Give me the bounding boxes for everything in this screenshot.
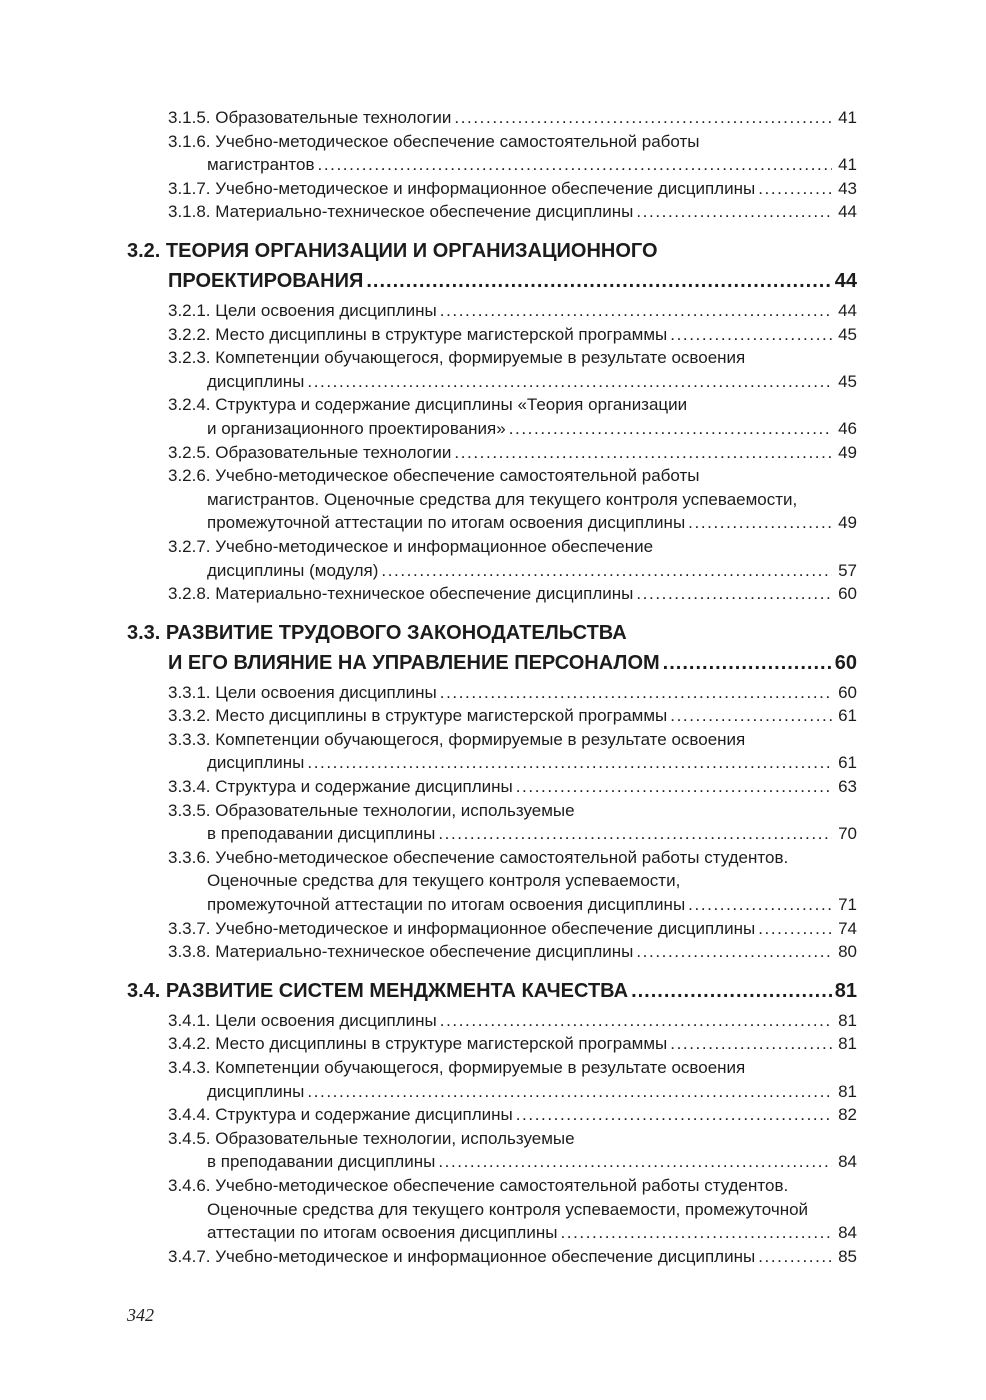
dot-leader: [366, 266, 831, 296]
dot-leader: [758, 1245, 832, 1269]
toc-entry-title: 3.3. РАЗВИТИЕ ТРУДОВОГО ЗАКОНОДАТЕЛЬСТВА: [127, 621, 627, 644]
toc-entry: [127, 299, 857, 323]
toc-entry-title: 3.1.7. Учебно-методическое и информационное обеспечение дисциплины: [168, 178, 756, 198]
dot-leader: [307, 1080, 832, 1104]
toc-entry-title: и организационного проектирования»: [207, 418, 506, 438]
toc-entry-title: 3.2.2. Место дисциплины в структуре магистерской программы: [168, 324, 668, 344]
toc-entry-title: 3.4.7. Учебно-методическое и информационное обеспечение дисциплины: [168, 1246, 756, 1266]
dot-leader: [560, 1221, 832, 1245]
dot-leader: [440, 1009, 832, 1033]
toc-section-entry: [127, 976, 857, 1006]
toc-entry-line: [127, 130, 857, 154]
toc-entry-line: [127, 441, 857, 465]
dot-leader: [454, 441, 832, 465]
toc-entry: [127, 1032, 857, 1056]
toc-page-number: 81: [838, 1010, 857, 1030]
toc-entry-title: дисциплины: [207, 1081, 305, 1101]
toc-entry-title: 3.4.2. Место дисциплины в структуре магистерской программы: [168, 1034, 668, 1054]
dot-leader: [381, 559, 832, 583]
toc-page-number: 71: [838, 895, 857, 915]
dot-leader: [509, 417, 832, 441]
toc-page-number: 74: [838, 918, 857, 938]
toc-page-number: 80: [838, 942, 857, 962]
dot-leader: [454, 106, 832, 130]
toc-entry: [127, 728, 857, 775]
dot-leader: [636, 940, 832, 964]
toc-entry: [127, 940, 857, 964]
toc-entry-line: [127, 1127, 857, 1151]
toc-entry: [127, 681, 857, 705]
toc-page-number: 49: [838, 442, 857, 462]
toc-entry-title: И ЕГО ВЛИЯНИЕ НА УПРАВЛЕНИЕ ПЕРСОНАЛОМ: [168, 651, 660, 674]
toc-page-number: 84: [838, 1223, 857, 1243]
toc-entry-line: [127, 417, 857, 441]
toc-entry-title: 3.4.1. Цели освоения дисциплины: [168, 1010, 437, 1030]
dot-leader: [307, 751, 832, 775]
toc-entry-line: [127, 559, 857, 583]
toc-entry-line: [127, 893, 857, 917]
toc-entry: [127, 535, 857, 582]
toc-entry-line: [127, 940, 857, 964]
toc-entry-title: 3.2.8. Материально-техническое обеспечение дисциплины: [168, 584, 634, 604]
toc-entry-line: [127, 648, 857, 678]
dot-leader: [663, 648, 832, 678]
toc-page-number: 81: [838, 1081, 857, 1101]
toc-entry-line: [127, 370, 857, 394]
toc-entry: [127, 346, 857, 393]
toc-entry-title: магистрантов: [207, 155, 315, 175]
dot-leader: [636, 200, 832, 224]
toc-entry: [127, 1245, 857, 1269]
page-number-folio: 342: [127, 1305, 154, 1325]
toc-entry-title: 3.2.3. Компетенции обучающегося, формируемые в результате освоения: [168, 348, 746, 368]
toc-entry-line: [127, 751, 857, 775]
toc-entry: [127, 106, 857, 130]
toc-entry: [127, 177, 857, 201]
toc-entry: [127, 393, 857, 440]
toc-page-number: 81: [838, 1034, 857, 1054]
toc-page-number: 61: [838, 753, 857, 773]
toc-entry-title: 3.2.7. Учебно-методическое и информационное обеспечение: [168, 536, 654, 556]
toc-entry-title: 3.2.5. Образовательные технологии: [168, 442, 452, 462]
toc-entry-line: [127, 822, 857, 846]
toc-page-number: 49: [838, 513, 857, 533]
dot-leader: [307, 370, 832, 394]
toc-entry: [127, 323, 857, 347]
toc-entry-line: [127, 535, 857, 559]
toc-entry: [127, 1174, 857, 1245]
toc-entry: [127, 1009, 857, 1033]
toc-entry-line: [127, 1150, 857, 1174]
toc-entry-line: [127, 1198, 857, 1222]
toc-page-number: 85: [838, 1246, 857, 1266]
toc-entry-title: 3.3.5. Образовательные технологии, используемые: [168, 800, 575, 820]
toc-entry: [127, 1127, 857, 1174]
toc-entry-line: [127, 1032, 857, 1056]
toc-page-number: 43: [838, 178, 857, 198]
toc-page-number: 44: [834, 269, 857, 292]
toc-entry-line: [127, 846, 857, 870]
toc-entry-line: [127, 236, 857, 266]
dot-leader: [438, 822, 832, 846]
toc-entry-line: [127, 106, 857, 130]
dot-leader: [516, 1103, 832, 1127]
dot-leader: [636, 582, 832, 606]
toc-entry-line: [127, 1245, 857, 1269]
toc-page-number: 41: [838, 155, 857, 175]
toc-entry-title: 3.4.6. Учебно-методическое обеспечение самостоятельной работы студентов.: [168, 1175, 789, 1195]
toc-entry-title: магистрантов. Оценочные средства для текущего контроля успеваемости,: [207, 489, 798, 509]
toc-entry-line: [127, 728, 857, 752]
toc-entry-title: Оценочные средства для текущего контроля успеваемости, промежуточной: [207, 1199, 809, 1219]
toc-entry-line: [127, 976, 857, 1006]
toc-entry-line: [127, 177, 857, 201]
toc-entry-title: 3.1.5. Образовательные технологии: [168, 108, 452, 127]
toc-page-number: 57: [838, 560, 857, 580]
toc-entry-line: [127, 775, 857, 799]
toc-entry-title: 3.3.8. Материально-техническое обеспечение дисциплины: [168, 942, 634, 962]
toc-section-entry: [127, 618, 857, 678]
toc-entry: [127, 1103, 857, 1127]
toc-page-number: 61: [838, 706, 857, 726]
dot-leader: [318, 153, 832, 177]
toc-entry-line: [127, 1009, 857, 1033]
toc-entry-line: [127, 917, 857, 941]
toc-entry-title: 3.2.1. Цели освоения дисциплины: [168, 300, 437, 320]
toc-entry-line: [127, 200, 857, 224]
toc-entry-title: ПРОЕКТИРОВАНИЯ: [168, 269, 364, 292]
dot-leader: [688, 511, 832, 535]
toc-entry-title: дисциплины: [207, 371, 305, 391]
toc-page-number: 45: [838, 371, 857, 391]
toc-entry: [127, 775, 857, 799]
dot-leader: [631, 976, 832, 1006]
toc-page-number: 44: [838, 300, 857, 320]
dot-leader: [758, 177, 832, 201]
toc-entry-title: 3.3.1. Цели освоения дисциплины: [168, 682, 437, 702]
toc-entry-title: 3.3.6. Учебно-методическое обеспечение самостоятельной работы студентов.: [168, 847, 789, 867]
toc-entry-title: 3.2.4. Структура и содержание дисциплины «Теория организации: [168, 395, 688, 415]
dot-leader: [438, 1150, 832, 1174]
toc-entry: [127, 846, 857, 917]
dot-leader: [440, 681, 832, 705]
toc-entry-title: 3.3.3. Компетенции обучающегося, формируемые в результате освоения: [168, 729, 746, 749]
dot-leader: [670, 323, 832, 347]
toc-entry-title: Оценочные средства для текущего контроля успеваемости,: [207, 871, 681, 891]
toc-entry-line: [127, 799, 857, 823]
toc-entry-line: [127, 323, 857, 347]
toc-section-entry: [127, 236, 857, 296]
toc-entry-title: 3.4. РАЗВИТИЕ СИСТЕМ МЕНДЖМЕНТА КАЧЕСТВА: [127, 979, 629, 1002]
toc-entry: [127, 464, 857, 535]
toc-entry-title: 3.2. ТЕОРИЯ ОРГАНИЗАЦИИ И ОРГАНИЗАЦИОННОГО: [127, 239, 658, 262]
toc-page-number: 63: [838, 777, 857, 797]
toc-entry-title: промежуточной аттестации по итогам освоения дисциплины: [207, 895, 686, 915]
toc-entry-title: в преподавании дисциплины: [207, 824, 436, 844]
toc-entry: [127, 917, 857, 941]
toc-entry-line: [127, 704, 857, 728]
toc-entry-line: [127, 393, 857, 417]
toc-entry-line: [127, 1221, 857, 1245]
toc-page-number: 60: [838, 682, 857, 702]
toc-entry: [127, 130, 857, 177]
toc-entry: [127, 1056, 857, 1103]
toc-entry-title: 3.3.2. Место дисциплины в структуре магистерской программы: [168, 706, 668, 726]
toc-page-number: 45: [838, 324, 857, 344]
toc-entry-title: в преподавании дисциплины: [207, 1152, 436, 1172]
toc-entry-title: аттестации по итогам освоения дисциплины: [207, 1223, 558, 1243]
dot-leader: [440, 299, 832, 323]
toc-entry-title: 3.1.8. Материально-техническое обеспечение дисциплины: [168, 202, 634, 222]
toc-page-number: 41: [838, 108, 857, 127]
toc-page-number: 44: [838, 202, 857, 222]
toc-entry-title: 3.4.5. Образовательные технологии, используемые: [168, 1128, 575, 1148]
dot-leader: [758, 917, 832, 941]
toc-entry-line: [127, 153, 857, 177]
toc-entry-line: [127, 1103, 857, 1127]
toc-entry: [127, 799, 857, 846]
toc-entry-line: [127, 681, 857, 705]
toc-page-number: 46: [838, 418, 857, 438]
toc-entry-title: промежуточной аттестации по итогам освоения дисциплины: [207, 513, 686, 533]
dot-leader: [670, 704, 832, 728]
toc-entry-line: [127, 869, 857, 893]
toc-page-number: 60: [834, 651, 857, 674]
toc-entry-title: 3.2.6. Учебно-методическое обеспечение самостоятельной работы: [168, 466, 700, 486]
toc-entry: [127, 582, 857, 606]
toc-page-number: 60: [838, 584, 857, 604]
toc-entry-line: [127, 1174, 857, 1198]
toc-page-number: 81: [834, 979, 857, 1002]
toc-entry-line: [127, 582, 857, 606]
toc-entry-line: [127, 1056, 857, 1080]
toc-entry: [127, 704, 857, 728]
toc-page-number: 70: [838, 824, 857, 844]
toc-page-number: 82: [838, 1105, 857, 1125]
toc-entry-title: 3.3.7. Учебно-методическое и информационное обеспечение дисциплины: [168, 918, 756, 938]
toc-entry: [127, 200, 857, 224]
toc-entry-line: [127, 266, 857, 296]
toc-entry-title: 3.4.3. Компетенции обучающегося, формируемые в результате освоения: [168, 1058, 746, 1077]
toc-entry-title: дисциплины (модуля): [207, 560, 379, 580]
toc-entry-line: [127, 511, 857, 535]
toc-entry-title: 3.4.4. Структура и содержание дисциплины: [168, 1105, 513, 1125]
dot-leader: [516, 775, 832, 799]
toc-entry-line: [127, 488, 857, 512]
toc-entry-title: 3.3.4. Структура и содержание дисциплины: [168, 777, 513, 797]
dot-leader: [670, 1032, 832, 1056]
dot-leader: [688, 893, 832, 917]
toc-entry-line: [127, 346, 857, 370]
toc-page-number: 84: [838, 1152, 857, 1172]
toc-entry-title: дисциплины: [207, 753, 305, 773]
toc-entry-line: [127, 618, 857, 648]
toc-entry: [127, 441, 857, 465]
toc-list: [127, 106, 857, 1268]
toc-entry-line: [127, 464, 857, 488]
toc-entry-line: [127, 299, 857, 323]
toc-entry-title: 3.1.6. Учебно-методическое обеспечение самостоятельной работы: [168, 131, 700, 151]
toc-entry-line: [127, 1080, 857, 1104]
